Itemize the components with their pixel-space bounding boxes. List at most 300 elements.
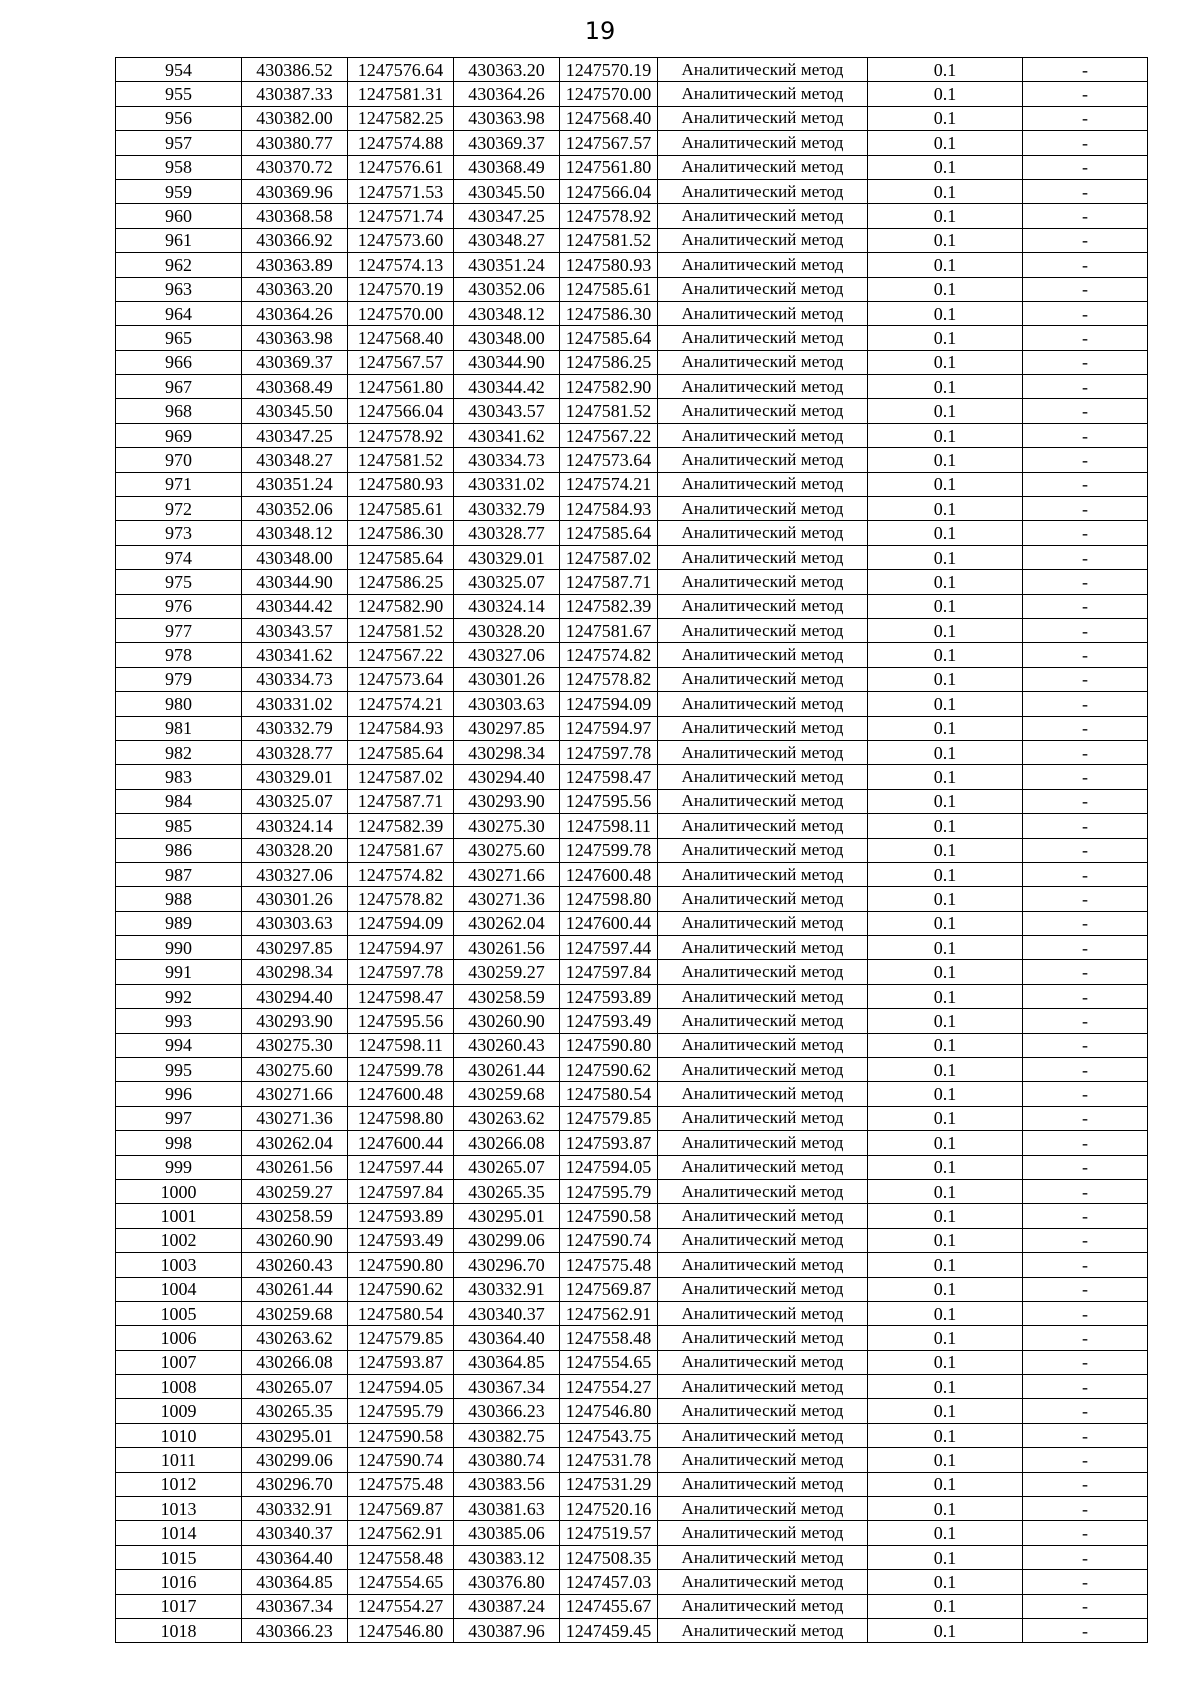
end-y-cell: 1247597.84 [560, 960, 658, 984]
table-row [116, 643, 1148, 667]
accuracy-cell: 0.1 [868, 399, 1023, 423]
end-y-cell: 1247574.21 [560, 472, 658, 496]
point-number-cell: 979 [116, 667, 242, 691]
accuracy-cell: 0.1 [868, 1472, 1023, 1496]
end-x-cell: 430259.27 [454, 960, 560, 984]
start-y-cell: 1247582.39 [348, 814, 454, 838]
accuracy-cell: 0.1 [868, 667, 1023, 691]
start-x-cell: 430344.90 [242, 570, 348, 594]
start-x-cell: 430352.06 [242, 497, 348, 521]
note-cell: - [1023, 887, 1148, 911]
end-y-cell: 1247455.67 [560, 1594, 658, 1618]
start-y-cell: 1247558.48 [348, 1545, 454, 1569]
start-x-cell: 430299.06 [242, 1448, 348, 1472]
accuracy-cell: 0.1 [868, 1619, 1023, 1643]
table-row [116, 667, 1148, 691]
start-x-cell: 430259.68 [242, 1301, 348, 1325]
point-number-cell: 964 [116, 301, 242, 325]
end-x-cell: 430387.96 [454, 1619, 560, 1643]
end-x-cell: 430387.24 [454, 1594, 560, 1618]
accuracy-cell: 0.1 [868, 204, 1023, 228]
method-cell: Аналитический метод [658, 1570, 868, 1594]
start-x-cell: 430260.43 [242, 1253, 348, 1277]
end-x-cell: 430297.85 [454, 716, 560, 740]
method-cell: Аналитический метод [658, 911, 868, 935]
start-y-cell: 1247575.48 [348, 1472, 454, 1496]
note-cell: - [1023, 838, 1148, 862]
table-row [116, 789, 1148, 813]
end-y-cell: 1247585.64 [560, 326, 658, 350]
table-row [116, 179, 1148, 203]
note-cell: - [1023, 350, 1148, 374]
end-x-cell: 430331.02 [454, 472, 560, 496]
start-x-cell: 430343.57 [242, 618, 348, 642]
table-row [116, 58, 1148, 82]
table-row [116, 277, 1148, 301]
note-cell: - [1023, 155, 1148, 179]
note-cell: - [1023, 1253, 1148, 1277]
note-cell: - [1023, 1375, 1148, 1399]
point-number-cell: 975 [116, 570, 242, 594]
note-cell: - [1023, 472, 1148, 496]
table-row [116, 1423, 1148, 1447]
start-x-cell: 430366.92 [242, 228, 348, 252]
start-y-cell: 1247554.65 [348, 1570, 454, 1594]
end-x-cell: 430296.70 [454, 1253, 560, 1277]
start-y-cell: 1247578.82 [348, 887, 454, 911]
accuracy-cell: 0.1 [868, 423, 1023, 447]
accuracy-cell: 0.1 [868, 545, 1023, 569]
start-x-cell: 430347.25 [242, 423, 348, 447]
point-number-cell: 955 [116, 82, 242, 106]
end-y-cell: 1247531.29 [560, 1472, 658, 1496]
point-number-cell: 971 [116, 472, 242, 496]
start-x-cell: 430259.27 [242, 1179, 348, 1203]
method-cell: Аналитический метод [658, 594, 868, 618]
accuracy-cell: 0.1 [868, 448, 1023, 472]
start-x-cell: 430340.37 [242, 1521, 348, 1545]
end-x-cell: 430260.43 [454, 1033, 560, 1057]
accuracy-cell: 0.1 [868, 765, 1023, 789]
end-y-cell: 1247598.11 [560, 814, 658, 838]
end-x-cell: 430265.07 [454, 1155, 560, 1179]
start-y-cell: 1247593.89 [348, 1204, 454, 1228]
table-row [116, 1009, 1148, 1033]
point-number-cell: 990 [116, 936, 242, 960]
end-x-cell: 430327.06 [454, 643, 560, 667]
end-x-cell: 430363.20 [454, 58, 560, 82]
end-x-cell: 430381.63 [454, 1497, 560, 1521]
point-number-cell: 995 [116, 1058, 242, 1082]
point-number-cell: 1016 [116, 1570, 242, 1594]
start-x-cell: 430325.07 [242, 789, 348, 813]
point-number-cell: 958 [116, 155, 242, 179]
point-number-cell: 1011 [116, 1448, 242, 1472]
start-x-cell: 430386.52 [242, 58, 348, 82]
end-y-cell: 1247575.48 [560, 1253, 658, 1277]
method-cell: Аналитический метод [658, 375, 868, 399]
method-cell: Аналитический метод [658, 960, 868, 984]
note-cell: - [1023, 1545, 1148, 1569]
end-y-cell: 1247593.87 [560, 1131, 658, 1155]
start-x-cell: 430332.91 [242, 1497, 348, 1521]
end-y-cell: 1247582.90 [560, 375, 658, 399]
start-y-cell: 1247567.57 [348, 350, 454, 374]
end-y-cell: 1247594.05 [560, 1155, 658, 1179]
point-number-cell: 973 [116, 521, 242, 545]
method-cell: Аналитический метод [658, 1155, 868, 1179]
start-y-cell: 1247597.78 [348, 960, 454, 984]
method-cell: Аналитический метод [658, 326, 868, 350]
table-row [116, 1594, 1148, 1618]
point-number-cell: 1003 [116, 1253, 242, 1277]
point-number-cell: 961 [116, 228, 242, 252]
note-cell: - [1023, 814, 1148, 838]
note-cell: - [1023, 1009, 1148, 1033]
method-cell: Аналитический метод [658, 1228, 868, 1252]
note-cell: - [1023, 131, 1148, 155]
start-y-cell: 1247587.02 [348, 765, 454, 789]
start-x-cell: 430380.77 [242, 131, 348, 155]
point-number-cell: 993 [116, 1009, 242, 1033]
start-y-cell: 1247570.00 [348, 301, 454, 325]
note-cell: - [1023, 692, 1148, 716]
method-cell: Аналитический метод [658, 1619, 868, 1643]
start-y-cell: 1247584.93 [348, 716, 454, 740]
end-x-cell: 430368.49 [454, 155, 560, 179]
accuracy-cell: 0.1 [868, 716, 1023, 740]
table-row [116, 1570, 1148, 1594]
note-cell: - [1023, 570, 1148, 594]
start-x-cell: 430363.89 [242, 253, 348, 277]
accuracy-cell: 0.1 [868, 472, 1023, 496]
note-cell: - [1023, 1472, 1148, 1496]
end-x-cell: 430332.91 [454, 1277, 560, 1301]
end-y-cell: 1247570.19 [560, 58, 658, 82]
accuracy-cell: 0.1 [868, 1350, 1023, 1374]
method-cell: Аналитический метод [658, 838, 868, 862]
accuracy-cell: 0.1 [868, 106, 1023, 130]
end-x-cell: 430376.80 [454, 1570, 560, 1594]
start-y-cell: 1247546.80 [348, 1619, 454, 1643]
accuracy-cell: 0.1 [868, 692, 1023, 716]
start-y-cell: 1247562.91 [348, 1521, 454, 1545]
end-y-cell: 1247586.30 [560, 301, 658, 325]
accuracy-cell: 0.1 [868, 1448, 1023, 1472]
method-cell: Аналитический метод [658, 1082, 868, 1106]
method-cell: Аналитический метод [658, 1106, 868, 1130]
method-cell: Аналитический метод [658, 716, 868, 740]
method-cell: Аналитический метод [658, 1472, 868, 1496]
point-number-cell: 999 [116, 1155, 242, 1179]
start-x-cell: 430329.01 [242, 765, 348, 789]
note-cell: - [1023, 1277, 1148, 1301]
end-x-cell: 430298.34 [454, 740, 560, 764]
point-number-cell: 1010 [116, 1423, 242, 1447]
method-cell: Аналитический метод [658, 1448, 868, 1472]
table-row [116, 1082, 1148, 1106]
point-number-cell: 962 [116, 253, 242, 277]
end-y-cell: 1247520.16 [560, 1497, 658, 1521]
start-x-cell: 430262.04 [242, 1131, 348, 1155]
accuracy-cell: 0.1 [868, 1204, 1023, 1228]
end-y-cell: 1247554.65 [560, 1350, 658, 1374]
end-x-cell: 430348.12 [454, 301, 560, 325]
method-cell: Аналитический метод [658, 1521, 868, 1545]
end-y-cell: 1247597.78 [560, 740, 658, 764]
start-y-cell: 1247554.27 [348, 1594, 454, 1618]
start-y-cell: 1247593.87 [348, 1350, 454, 1374]
note-cell: - [1023, 545, 1148, 569]
end-x-cell: 430294.40 [454, 765, 560, 789]
accuracy-cell: 0.1 [868, 887, 1023, 911]
start-x-cell: 430334.73 [242, 667, 348, 691]
method-cell: Аналитический метод [658, 1058, 868, 1082]
point-number-cell: 965 [116, 326, 242, 350]
table-row [116, 1619, 1148, 1643]
method-cell: Аналитический метод [658, 253, 868, 277]
end-y-cell: 1247543.75 [560, 1423, 658, 1447]
start-y-cell: 1247581.67 [348, 838, 454, 862]
start-y-cell: 1247594.09 [348, 911, 454, 935]
accuracy-cell: 0.1 [868, 1082, 1023, 1106]
table-row [116, 1058, 1148, 1082]
end-y-cell: 1247586.25 [560, 350, 658, 374]
method-cell: Аналитический метод [658, 423, 868, 447]
start-y-cell: 1247600.48 [348, 1082, 454, 1106]
start-y-cell: 1247590.80 [348, 1253, 454, 1277]
start-x-cell: 430275.60 [242, 1058, 348, 1082]
table-row [116, 1033, 1148, 1057]
end-y-cell: 1247578.92 [560, 204, 658, 228]
start-y-cell: 1247595.79 [348, 1399, 454, 1423]
start-x-cell: 430345.50 [242, 399, 348, 423]
end-y-cell: 1247590.74 [560, 1228, 658, 1252]
start-y-cell: 1247566.04 [348, 399, 454, 423]
end-x-cell: 430328.77 [454, 521, 560, 545]
note-cell: - [1023, 643, 1148, 667]
method-cell: Аналитический метод [658, 1033, 868, 1057]
end-x-cell: 430380.74 [454, 1448, 560, 1472]
accuracy-cell: 0.1 [868, 1545, 1023, 1569]
point-number-cell: 980 [116, 692, 242, 716]
start-x-cell: 430295.01 [242, 1423, 348, 1447]
accuracy-cell: 0.1 [868, 155, 1023, 179]
end-x-cell: 430344.42 [454, 375, 560, 399]
point-number-cell: 985 [116, 814, 242, 838]
method-cell: Аналитический метод [658, 472, 868, 496]
note-cell: - [1023, 1350, 1148, 1374]
accuracy-cell: 0.1 [868, 984, 1023, 1008]
end-y-cell: 1247581.67 [560, 618, 658, 642]
end-x-cell: 430385.06 [454, 1521, 560, 1545]
end-y-cell: 1247581.52 [560, 399, 658, 423]
start-x-cell: 430363.98 [242, 326, 348, 350]
table-row [116, 1106, 1148, 1130]
start-y-cell: 1247574.13 [348, 253, 454, 277]
method-cell: Аналитический метод [658, 1301, 868, 1325]
end-x-cell: 430261.44 [454, 1058, 560, 1082]
table-row [116, 1545, 1148, 1569]
note-cell: - [1023, 667, 1148, 691]
table-row [116, 253, 1148, 277]
table-row [116, 984, 1148, 1008]
method-cell: Аналитический метод [658, 204, 868, 228]
end-y-cell: 1247554.27 [560, 1375, 658, 1399]
point-number-cell: 1014 [116, 1521, 242, 1545]
method-cell: Аналитический метод [658, 1350, 868, 1374]
accuracy-cell: 0.1 [868, 497, 1023, 521]
note-cell: - [1023, 82, 1148, 106]
end-y-cell: 1247590.58 [560, 1204, 658, 1228]
start-x-cell: 430341.62 [242, 643, 348, 667]
point-number-cell: 996 [116, 1082, 242, 1106]
start-x-cell: 430293.90 [242, 1009, 348, 1033]
accuracy-cell: 0.1 [868, 1106, 1023, 1130]
accuracy-cell: 0.1 [868, 1301, 1023, 1325]
end-x-cell: 430265.35 [454, 1179, 560, 1203]
start-y-cell: 1247561.80 [348, 375, 454, 399]
accuracy-cell: 0.1 [868, 179, 1023, 203]
end-y-cell: 1247587.02 [560, 545, 658, 569]
table-row [116, 1497, 1148, 1521]
note-cell: - [1023, 399, 1148, 423]
start-x-cell: 430331.02 [242, 692, 348, 716]
end-x-cell: 430341.62 [454, 423, 560, 447]
accuracy-cell: 0.1 [868, 594, 1023, 618]
end-x-cell: 430261.56 [454, 936, 560, 960]
start-x-cell: 430260.90 [242, 1228, 348, 1252]
method-cell: Аналитический метод [658, 789, 868, 813]
start-x-cell: 430261.44 [242, 1277, 348, 1301]
note-cell: - [1023, 765, 1148, 789]
end-x-cell: 430260.90 [454, 1009, 560, 1033]
start-y-cell: 1247585.64 [348, 545, 454, 569]
method-cell: Аналитический метод [658, 984, 868, 1008]
point-number-cell: 987 [116, 862, 242, 886]
start-y-cell: 1247593.49 [348, 1228, 454, 1252]
end-y-cell: 1247590.80 [560, 1033, 658, 1057]
table-row [116, 204, 1148, 228]
end-x-cell: 430369.37 [454, 131, 560, 155]
note-cell: - [1023, 521, 1148, 545]
note-cell: - [1023, 618, 1148, 642]
end-y-cell: 1247573.64 [560, 448, 658, 472]
note-cell: - [1023, 1033, 1148, 1057]
end-x-cell: 430275.60 [454, 838, 560, 862]
start-x-cell: 430258.59 [242, 1204, 348, 1228]
end-y-cell: 1247587.71 [560, 570, 658, 594]
note-cell: - [1023, 448, 1148, 472]
end-y-cell: 1247568.40 [560, 106, 658, 130]
note-cell: - [1023, 375, 1148, 399]
accuracy-cell: 0.1 [868, 1570, 1023, 1594]
table-row [116, 838, 1148, 862]
start-x-cell: 430382.00 [242, 106, 348, 130]
note-cell: - [1023, 1131, 1148, 1155]
note-cell: - [1023, 1399, 1148, 1423]
end-x-cell: 430295.01 [454, 1204, 560, 1228]
table-row [116, 301, 1148, 325]
accuracy-cell: 0.1 [868, 253, 1023, 277]
end-y-cell: 1247580.54 [560, 1082, 658, 1106]
table-row [116, 350, 1148, 374]
end-y-cell: 1247457.03 [560, 1570, 658, 1594]
start-y-cell: 1247595.56 [348, 1009, 454, 1033]
start-x-cell: 430366.23 [242, 1619, 348, 1643]
end-x-cell: 430262.04 [454, 911, 560, 935]
method-cell: Аналитический метод [658, 301, 868, 325]
point-number-cell: 998 [116, 1131, 242, 1155]
table-row [116, 423, 1148, 447]
table-row [116, 814, 1148, 838]
accuracy-cell: 0.1 [868, 131, 1023, 155]
point-number-cell: 992 [116, 984, 242, 1008]
table-row [116, 887, 1148, 911]
note-cell: - [1023, 1619, 1148, 1643]
end-x-cell: 430340.37 [454, 1301, 560, 1325]
end-y-cell: 1247593.49 [560, 1009, 658, 1033]
method-cell: Аналитический метод [658, 1399, 868, 1423]
method-cell: Аналитический метод [658, 1131, 868, 1155]
note-cell: - [1023, 984, 1148, 1008]
start-y-cell: 1247598.80 [348, 1106, 454, 1130]
note-cell: - [1023, 1106, 1148, 1130]
start-y-cell: 1247580.93 [348, 472, 454, 496]
accuracy-cell: 0.1 [868, 618, 1023, 642]
note-cell: - [1023, 204, 1148, 228]
accuracy-cell: 0.1 [868, 1277, 1023, 1301]
method-cell: Аналитический метод [658, 155, 868, 179]
accuracy-cell: 0.1 [868, 960, 1023, 984]
point-number-cell: 974 [116, 545, 242, 569]
note-cell: - [1023, 179, 1148, 203]
table-row [116, 740, 1148, 764]
start-x-cell: 430266.08 [242, 1350, 348, 1374]
start-x-cell: 430348.00 [242, 545, 348, 569]
point-number-cell: 1000 [116, 1179, 242, 1203]
method-cell: Аналитический метод [658, 1423, 868, 1447]
accuracy-cell: 0.1 [868, 1009, 1023, 1033]
point-number-cell: 960 [116, 204, 242, 228]
table-row [116, 1301, 1148, 1325]
end-y-cell: 1247599.78 [560, 838, 658, 862]
end-x-cell: 430328.20 [454, 618, 560, 642]
end-y-cell: 1247581.52 [560, 228, 658, 252]
method-cell: Аналитический метод [658, 1326, 868, 1350]
method-cell: Аналитический метод [658, 1375, 868, 1399]
end-x-cell: 430363.98 [454, 106, 560, 130]
table-row [116, 1228, 1148, 1252]
end-x-cell: 430293.90 [454, 789, 560, 813]
point-number-cell: 968 [116, 399, 242, 423]
note-cell: - [1023, 423, 1148, 447]
end-x-cell: 430364.40 [454, 1326, 560, 1350]
start-y-cell: 1247570.19 [348, 277, 454, 301]
end-x-cell: 430352.06 [454, 277, 560, 301]
end-x-cell: 430347.25 [454, 204, 560, 228]
note-cell: - [1023, 1301, 1148, 1325]
end-y-cell: 1247578.82 [560, 667, 658, 691]
start-x-cell: 430303.63 [242, 911, 348, 935]
start-x-cell: 430364.26 [242, 301, 348, 325]
point-number-cell: 954 [116, 58, 242, 82]
start-y-cell: 1247590.74 [348, 1448, 454, 1472]
start-y-cell: 1247573.60 [348, 228, 454, 252]
start-y-cell: 1247587.71 [348, 789, 454, 813]
method-cell: Аналитический метод [658, 350, 868, 374]
note-cell: - [1023, 862, 1148, 886]
